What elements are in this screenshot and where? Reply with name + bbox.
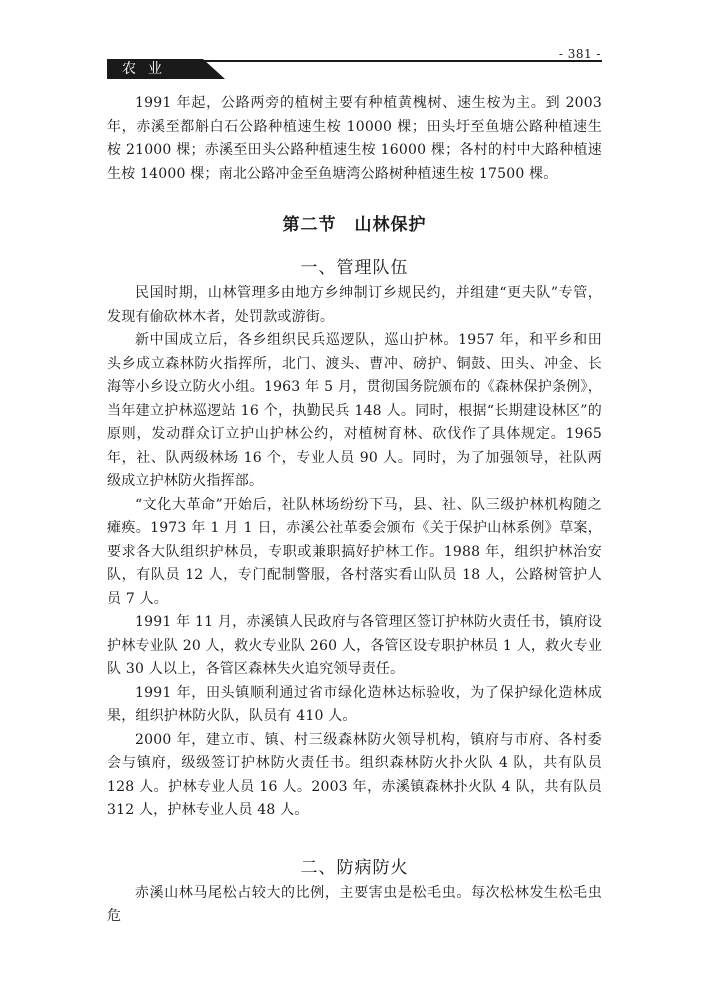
chapter-label: 农业 [122, 61, 174, 77]
paragraph: “文化大革命”开始后，社队林场纷纷下马，县、社、队三级护林机构随之瘫痪。1973 年 1 月 1 日，赤溪公社革委会颁布《关于保护山林系例》草案，要求各大队组织护林员，专职或兼职搞好护林工作。1988 年，组织护林治安队，有队员 12 人，专门配制警服，各村落实看山队员 18 人，公路树管护人员 7 人。 [107, 496, 602, 607]
paragraph: 2000 年，建立市、镇、村三级森林防火领导机构，镇府与市府、各村委会与镇府，级级签订护林防火责任书。组织森林防火扑火队 4 队，共有队员 128 人。护林专业人员 16 人。2003 年，赤溪镇森林扑火队 4 队，共有队员 312 人，护林专业人员 48 人。 [107, 731, 602, 818]
subsection-title-pest-fire: 二、防病防火 [300, 857, 409, 878]
intro-paragraph: 1991 年起，公路两旁的植树主要有种植黄槐树、速生桉为主。到 2003 年，赤溪至都斛白石公路种植速生桉 10000 棵；田头圩至鱼塘公路种植速生桉 21000 棵；赤溪至田头公路种植速生桉 16000 棵；各村的村中大路种植速生桉 14000 棵；南北公路冲金至鱼塘湾公路树种植速生桉 17500 棵。 [107, 95, 602, 182]
paragraph: 1991 年 11 月，赤溪镇人民政府与各管理区签订护林防火责任书，镇府设护林专业队 20 人，救火专业队 260 人，各管区设专职护林员 1 人，救火专业队 30 人以上，各管区森林失火追究领导责任。 [107, 614, 602, 677]
page-header [0, 0, 707, 90]
paragraph: 赤溪山林马尾松占较大的比例，主要害虫是松毛虫。每次松林发生松毛虫危 [107, 884, 602, 924]
section-title: 第二节 山林保护 [282, 215, 427, 235]
page-body [107, 92, 602, 929]
page-number: - 381 - [558, 47, 601, 61]
paragraph: 民国时期，山林管理多由地方乡绅制订乡规民约，并组建“更夫队”专管，发现有偷砍林木者，处罚款或游街。 [107, 285, 602, 325]
paragraph: 1991 年，田头镇顺利通过省市绿化造林达标验收，为了保护绿化造林成果，组织护林防火队，队员有 410 人。 [107, 684, 602, 724]
subsection-title-management: 一、管理队伍 [300, 258, 409, 278]
paragraph: 新中国成立后，各乡组织民兵巡逻队，巡山护林。1957 年，和平乡和田头乡成立森林防火指挥所，北门、渡头、曹冲、磅护、铜鼓、田头、冲金、长海等小乡设立防火小组。1963 年 5 月，贯彻国务院颁布的《森林保护条例》，当年建立护林巡逻站 16 个，执勤民兵 148 人。同时，根据“长期建设林区”的原则，发动群众订立护山护林公约，对植树育林、砍伐作了具体规定。1965 年，社、队两级林场 16 个，专业人员 90 人。同时，为了加强领导，社队两级成立护林防火指挥部。 [107, 332, 602, 489]
